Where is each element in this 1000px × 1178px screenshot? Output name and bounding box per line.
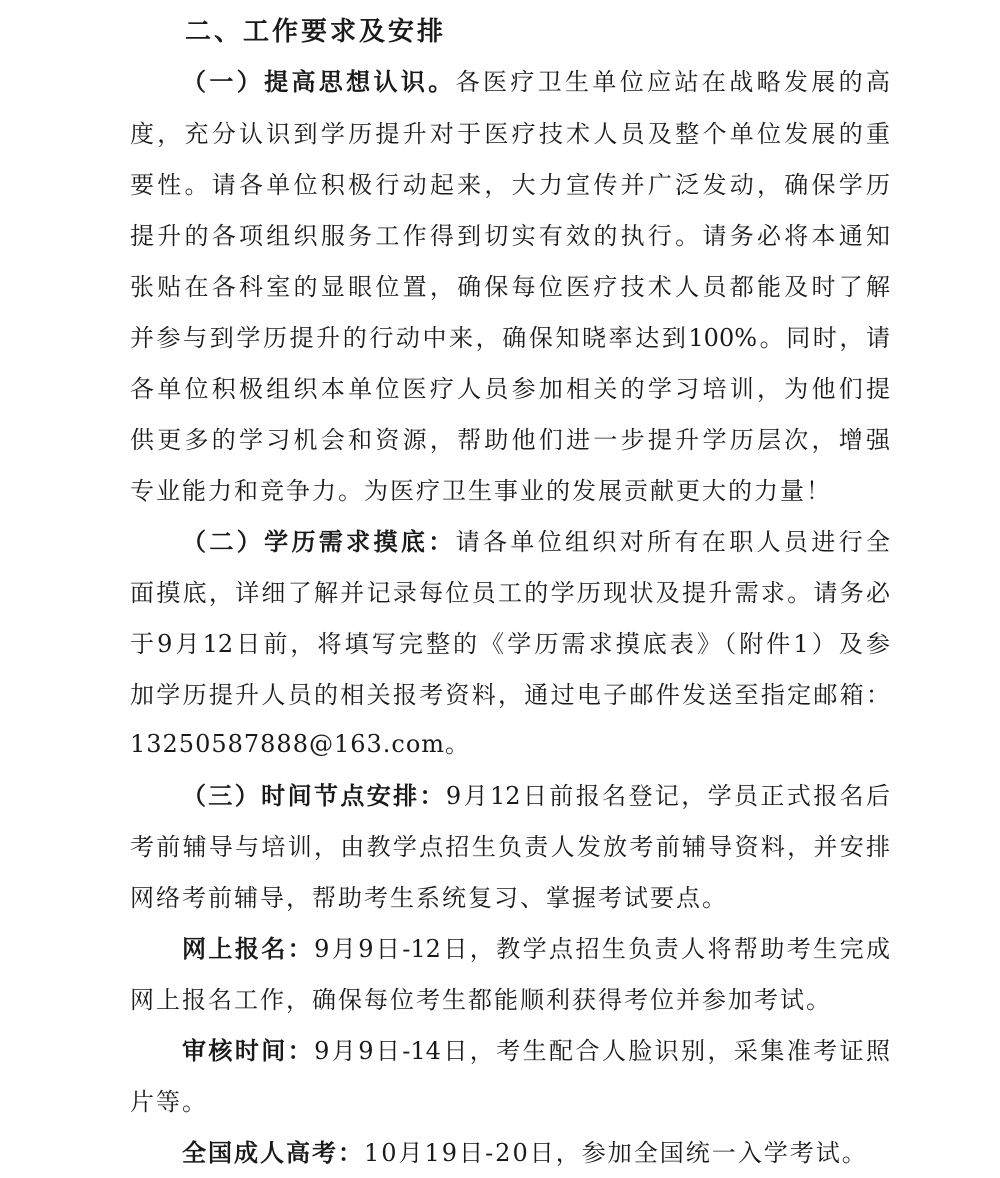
paragraph-4-line-1	[182, 929, 890, 969]
paragraph-1-text: 各医疗卫生单位应站在战略发展的高	[455, 68, 891, 96]
paragraph-1-line-7: 各单位积极组织本单位医疗人员参加相关的学习培训，为他们提	[130, 375, 890, 403]
paragraph-1-line-5: 张贴在各科室的显眼位置，确保每位医疗技术人员都能及时了解	[130, 273, 890, 301]
paragraph-3-line-1	[182, 776, 890, 816]
paragraph-2-line-3: 于9月12日前，将填写完整的《学历需求摸底表》（附件1）及参	[130, 630, 890, 658]
paragraph-6-label: 全国成人高考：	[182, 1139, 364, 1167]
paragraph-6-text: 10月19日-20日，参加全国统一入学考试。	[364, 1139, 868, 1167]
paragraph-3-line-3: 网络考前辅导，帮助考生系统复习、掌握考试要点。	[130, 884, 728, 912]
paragraph-2-text: 请各单位组织对所有在职人员进行全	[455, 528, 891, 556]
paragraph-1-line-9: 专业能力和竞争力。为医疗卫生事业的发展贡献更大的力量！	[130, 477, 832, 505]
paragraph-2-line-2: 面摸底，详细了解并记录每位员工的学历现状及提升需求。请务必	[130, 579, 890, 607]
paragraph-1-label: （一）提高思想认识。	[182, 68, 456, 96]
paragraph-5-text: 9月9日-14日，考生配合人脸识别，采集准考证照	[314, 1037, 891, 1065]
paragraph-2-line-1	[182, 522, 890, 562]
email-address: 13250587888@163.com。	[130, 730, 471, 758]
paragraph-4-line-2: 网上报名工作，确保每位考生都能顺利获得考位并参加考试。	[130, 986, 832, 1014]
paragraph-1-line-2: 度，充分认识到学历提升对于医疗技术人员及整个单位发展的重	[130, 120, 890, 148]
paragraph-4-label: 网上报名：	[182, 935, 315, 963]
paragraph-3-text: 9月12日前报名登记，学员正式报名后	[445, 782, 890, 810]
paragraph-6-line-1	[182, 1133, 890, 1173]
paragraph-4-text: 9月9日-12日，教学点招生负责人将帮助考生完成	[314, 935, 891, 963]
paragraph-3-label: （三）时间节点安排：	[182, 782, 446, 810]
paragraph-1-line-3: 要性。请各单位积极行动起来，大力宣传并广泛发动，确保学历	[130, 171, 890, 199]
section-heading: 二、工作要求及安排	[185, 17, 447, 47]
paragraph-2-line-4: 加学历提升人员的相关报考资料，通过电子邮件发送至指定邮箱：	[130, 681, 890, 709]
paragraph-5-line-2: 片等。	[130, 1088, 208, 1116]
paragraph-3-line-2: 考前辅导与培训，由教学点招生负责人发放考前辅导资料，并安排	[130, 833, 890, 861]
paragraph-5-line-1	[182, 1031, 890, 1071]
paragraph-1-line-4: 提升的各项组织服务工作得到切实有效的执行。请务必将本通知	[130, 222, 890, 250]
paragraph-1-line-8: 供更多的学习机会和资源，帮助他们进一步提升学历层次，增强	[130, 426, 890, 454]
paragraph-1-line-1	[182, 62, 890, 102]
paragraph-1-line-6: 并参与到学历提升的行动中来，确保知晓率达到100%。同时，请	[130, 324, 890, 352]
paragraph-5-label: 审核时间：	[182, 1037, 315, 1065]
paragraph-2-label: （二）学历需求摸底：	[182, 528, 456, 556]
